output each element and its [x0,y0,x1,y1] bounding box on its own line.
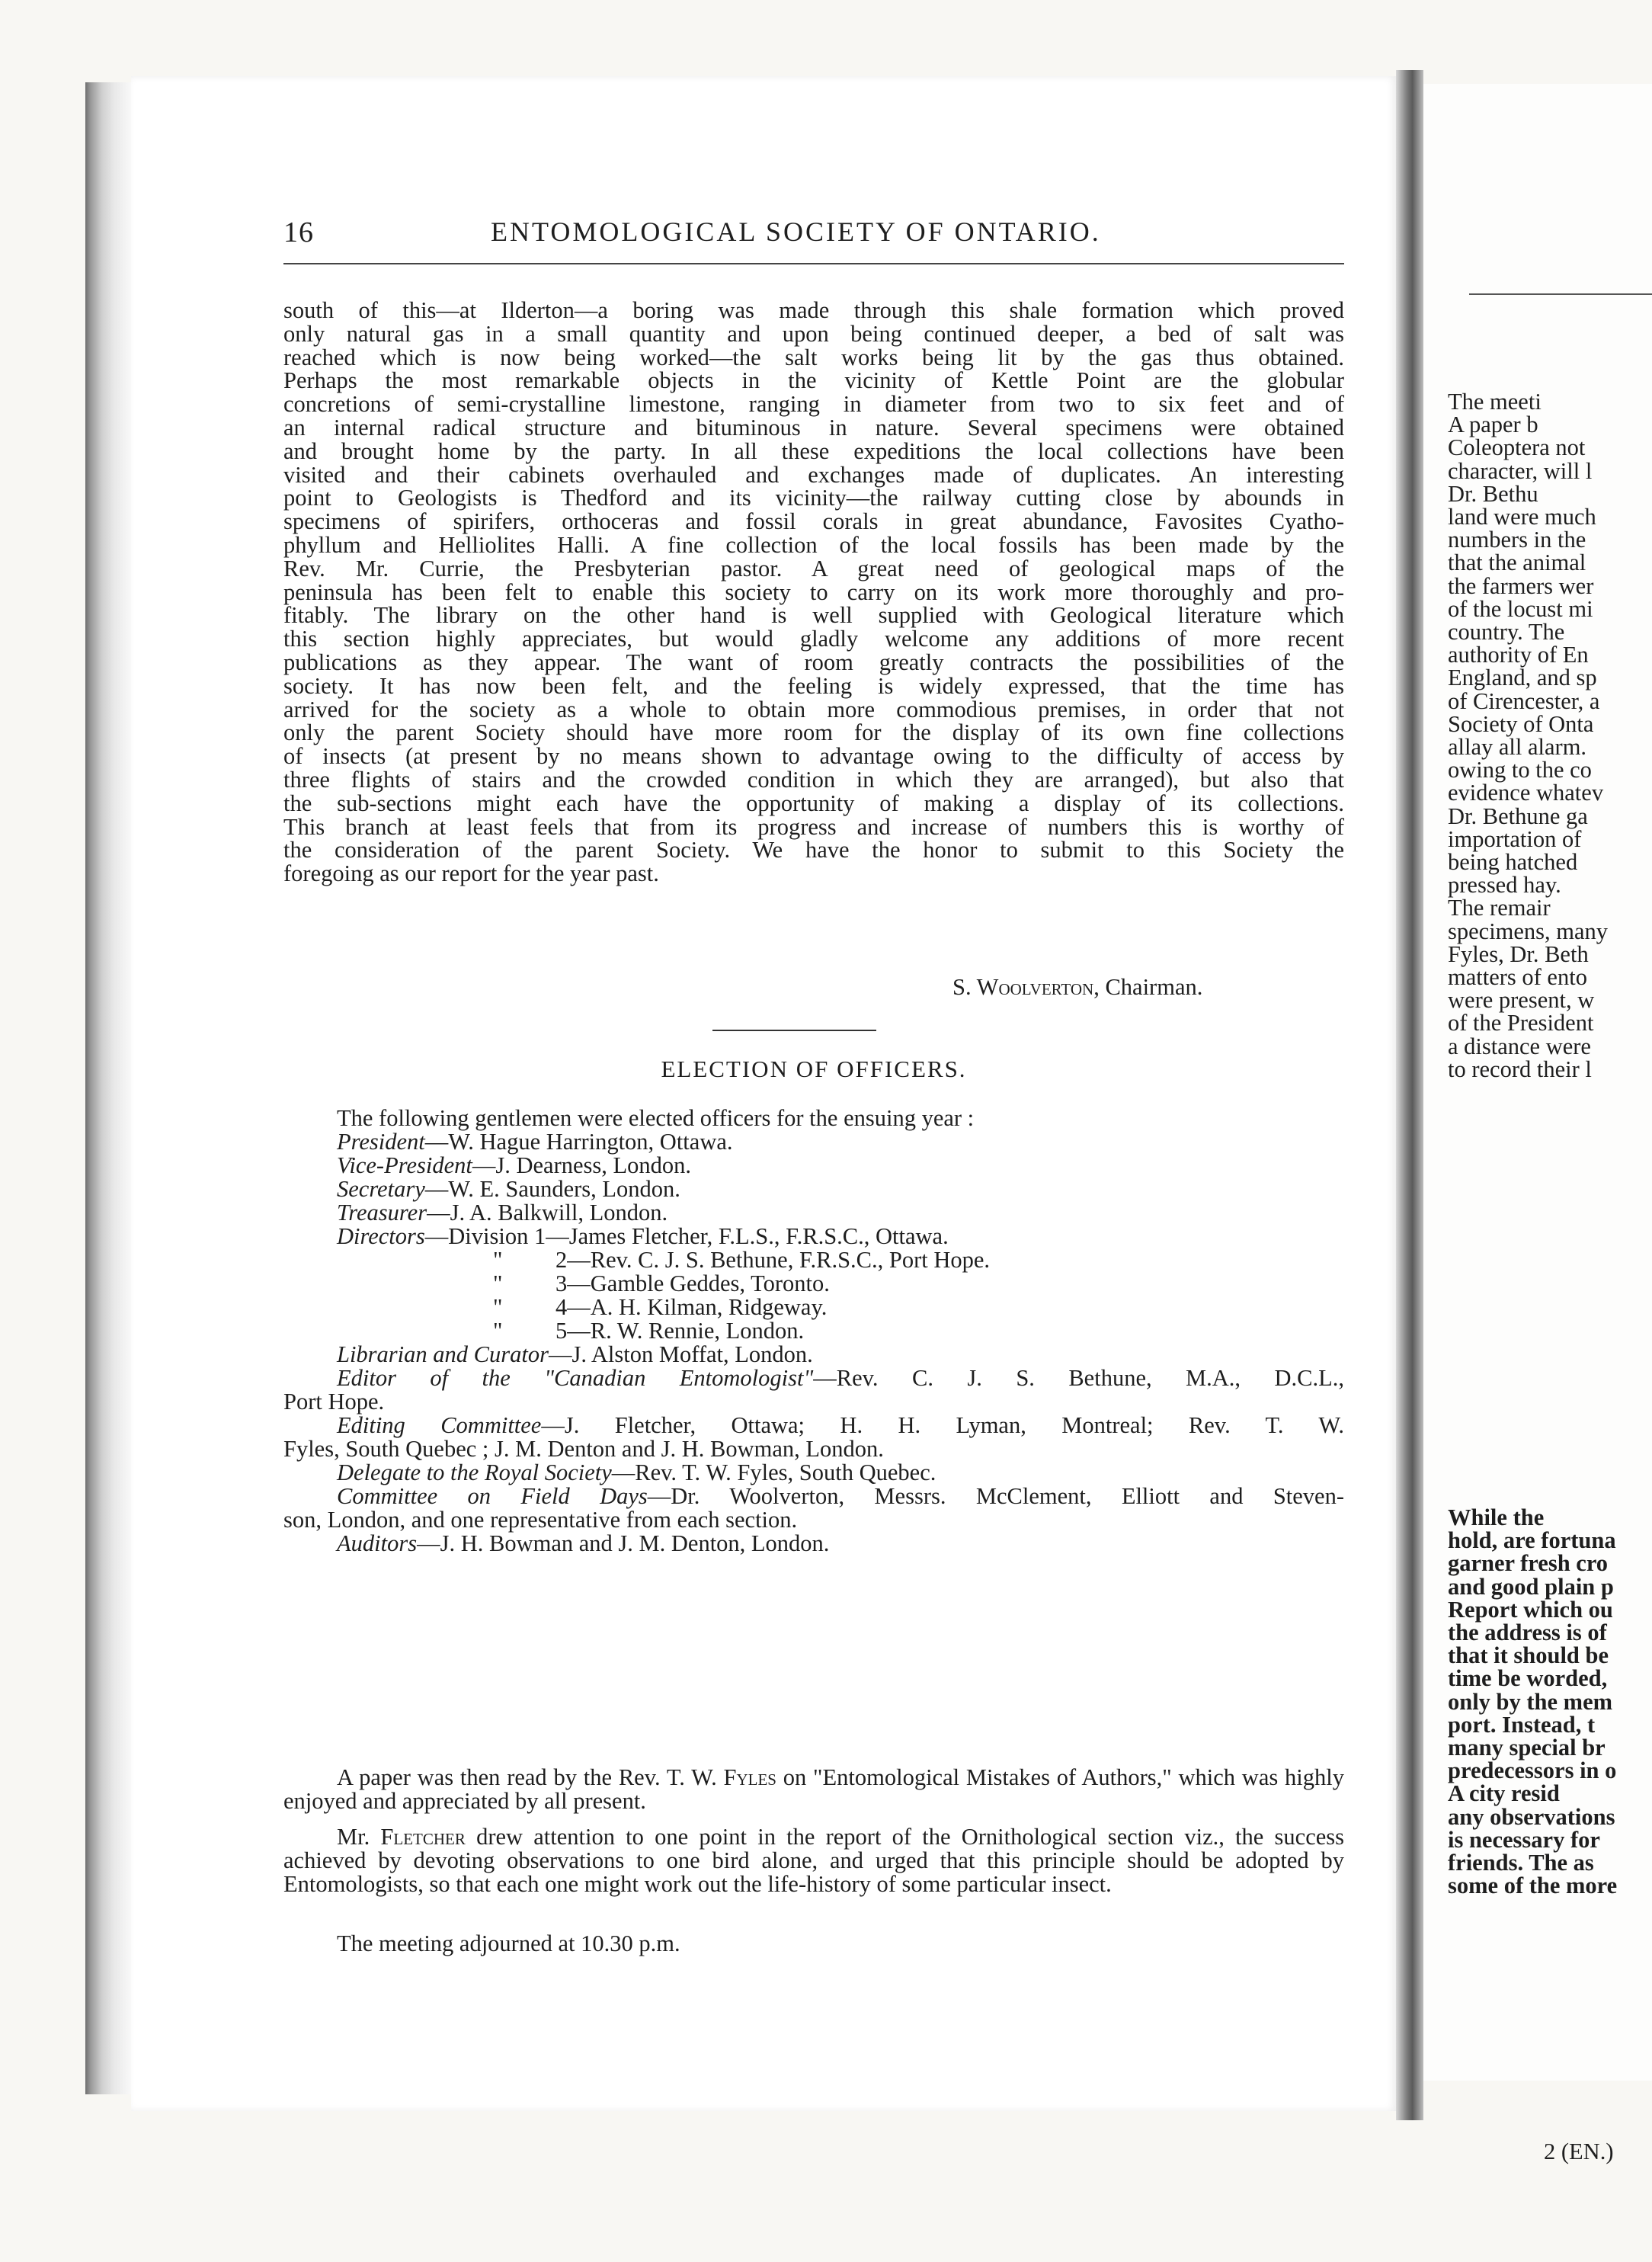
fyles-paragraph: A paper was then read by the Rev. T. W. Fyles on "Entomological Mistakes of Authors," which was highly enjoyed and appreciated by all present. [283,1764,1344,1814]
officer-directors [283,1225,1344,1248]
role-label: Editor of the [337,1365,545,1391]
running-head [283,216,1350,252]
right-page-line: Society of Onta [1448,710,1594,737]
director-4 [283,1296,1344,1319]
role-label: Editing Committee [337,1412,542,1438]
role-label: Directors [337,1223,425,1249]
ditto-mark: " [493,1247,503,1273]
role-holder: —W. Hague Harrington, Ottawa. [424,1129,733,1155]
right-page-line: The meeti [1448,390,1542,415]
fletcher-paragraph: Mr. Fletcher drew attention to one point in the report of the Ornithological section viz., the success achieved by devoting observations to one bird alone, and urged that this principle should be adopted by Entomologists, so that each one might work out the life-history of some particular insect. [283,1824,1345,1897]
role-holder: —Rev. T. W. Fyles, South Quebec. [611,1459,936,1485]
role-label: President [337,1129,425,1155]
report-line: Perhaps the most remarkable objects in the vicinity of Kettle Point are the globular [283,367,1344,394]
right-page-line: being hatched [1448,849,1578,876]
right-page-line: The remair [1448,895,1551,921]
report-line: publications as they appear. The want of room greatly contracts the possibilities of the [283,649,1344,675]
right-page-line: predecessors in o [1448,1757,1617,1784]
right-page-line: garner fresh cro [1448,1550,1609,1577]
journal-name: "Canadian Entomologist" [544,1365,814,1391]
right-page-line: only by the mem [1448,1688,1613,1715]
ditto-mark: " [493,1294,503,1320]
report-line: south of this—at Ilderton—a boring was made through this shale formation which proved [283,297,1344,323]
right-page-line: port. Instead, t [1448,1711,1596,1738]
director-2 [283,1248,1344,1272]
report-line: the sub-sections might each have the opportunity of making a display of its collections. [283,790,1344,816]
report-line: specimens of spirifers, orthoceras and fossil corals in great abundance, Favosites Cyatho- [283,508,1344,535]
report-line: arrived for the society as a whole to obtain more commodious premises, in order that not [283,696,1344,722]
right-page-line: character, will l [1448,457,1593,484]
section-divider [712,1030,876,1031]
report-line: peninsula has been felt to enable this society to carry on its work more thoroughly and pro- [283,578,1344,605]
role-holder: —J. H. Bowman and J. M. Denton, London. [417,1530,830,1556]
right-page-line: numbers in the [1448,527,1586,553]
page-number: 16 [283,216,314,248]
right-page-line: matters of ento [1448,964,1587,991]
right-page-line: authority of En [1448,642,1589,668]
right-page-line: some of the more [1448,1873,1618,1898]
report-line: an internal radical structure and bituminous in nature. Several specimens were obtained [283,414,1344,441]
right-page-line: pressed hay. [1448,872,1561,899]
ditto-mark: " [493,1270,503,1296]
right-page-line: of the locust mi [1448,595,1593,622]
right-page-line: Report which ou [1448,1596,1613,1623]
role-label: Auditors [337,1530,418,1556]
officer-editor [283,1366,1344,1390]
right-page-line: A city resid [1448,1780,1560,1807]
report-line: point to Geologists is Thedford and its vicinity—the railway cutting close by abounds in [283,485,1344,511]
report-line: phyllum and Helliolites Halli. A fine collection of the local fossils has been made by the [283,531,1344,558]
report-line: society. It has now been felt, and the feeling is widely expressed, that the time has [283,672,1344,699]
right-page-text-top [1448,390,1652,1081]
role-holder: 3—Gamble Geddes, Toronto. [555,1270,830,1296]
right-page-line: to record their l [1448,1056,1592,1081]
header-title: ENTOMOLOGICAL SOCIETY OF ONTARIO. [491,216,1101,247]
role-label: Secretary [337,1176,425,1202]
director-3 [283,1272,1344,1296]
report-body [283,299,1344,886]
page-stack-edge [85,82,133,2094]
right-page-line: were present, w [1448,987,1595,1014]
right-page-line: Coleoptera not [1448,434,1586,461]
role-holder: 4—A. H. Kilman, Ridgeway. [555,1294,828,1320]
right-page-text-bottom [1448,1506,1652,1897]
right-page-line: importation of [1448,825,1582,852]
officer-librarian [283,1343,1344,1366]
right-page-line: the address is of [1448,1620,1607,1646]
report-line: This branch at least feels that from its progress and increase of numbers this is worthy of [283,813,1344,840]
section-title: ELECTION OF OFFICERS. [661,1056,967,1082]
role-holder: —J. Fletcher, Ottawa; H. H. Lyman, Montreal; Rev. T. W. [541,1412,1344,1438]
right-page-line: that it should be [1448,1642,1609,1669]
right-page-line: country. The [1448,619,1565,646]
officer-editor-cont: Port Hope. [283,1389,385,1415]
right-page-line: friends. The as [1448,1850,1594,1876]
report-line: this section highly appreciates, but would gladly welcome any additions of more recent [283,626,1344,652]
report-line: and brought home by the party. In all these expeditions the local collections have been [283,437,1344,464]
signature-mark: 2 (EN.) [1544,2139,1614,2164]
right-page-line: the farmers wer [1448,572,1594,599]
report-line: three flights of stairs and the crowded condition in which they are arranged), but also that [283,766,1344,793]
role-holder: —J. Dearness, London. [472,1152,692,1178]
report-paragraph [283,299,1344,886]
right-page-line: allay all alarm. [1448,734,1587,761]
role-label: Vice-President [337,1152,472,1178]
officer-auditors [283,1532,1344,1556]
officer-editing-committee [283,1414,1344,1437]
role-label: Delegate to the Royal Society [337,1459,612,1485]
officer-vice-president [283,1154,1344,1177]
right-page-line: any observations [1448,1803,1615,1830]
role-holder: —J. A. Balkwill, London. [427,1200,668,1226]
officer-treasurer [283,1201,1344,1225]
report-line: concretions of semi-crystalline limestone, ranging in diameter from two to six feet and of [283,391,1344,418]
right-page-line: and good plain p [1448,1573,1614,1600]
right-page-line: evidence whatev [1448,780,1604,806]
officers-list [283,1107,1344,1556]
book-gutter [1396,70,1423,2120]
right-page-line: Dr. Bethu [1448,480,1538,507]
right-page-line: While the [1448,1506,1545,1530]
role-label: Librarian and Curator [337,1341,549,1367]
report-line: fitably. The library on the other hand is well supplied with Geological literature which [283,602,1344,629]
role-holder: —J. Alston Moffat, London. [548,1341,813,1367]
speaker-name: Fletcher [380,1824,466,1850]
officer-field-days-cont: son, London, and one representative from each section. [283,1507,798,1533]
signature-name: S. Woolverton, [952,974,1100,1000]
right-page-line: is necessary for [1448,1826,1600,1853]
right-page-line: Fyles, Dr. Beth [1448,940,1589,967]
right-page-line: A paper b [1448,412,1538,438]
report-line: foregoing as our report for the year past. [283,860,659,887]
header-rule [283,263,1344,264]
officer-president [283,1130,1344,1154]
role-holder: —Dr. Woolverton, Messrs. McClement, Elliott and Steven- [647,1483,1344,1509]
right-page-line: England, and sp [1448,665,1597,691]
report-line: only natural gas in a small quantity and upon being continued deeper, a bed of salt was [283,320,1344,347]
role-holder: —W. E. Saunders, London. [424,1176,680,1202]
right-page-line: time be worded, [1448,1665,1608,1692]
right-page-line: land were much [1448,504,1596,530]
report-line: visited and their cabinets overhauled and exchanges made of duplicates. An interesting [283,461,1344,488]
right-page-line: of the President [1448,1010,1594,1036]
adjourn-paragraph: The meeting adjourned at 10.30 p.m. [337,1930,680,1956]
report-line: reached which is now being worked—the salt works being lit by the gas thus obtained. [283,344,1344,370]
right-page-rule [1469,293,1652,295]
right-page-line: specimens, many [1448,918,1609,944]
report-line: the consideration of the parent Society. We have the honor to submit to this Society the [283,837,1344,863]
ditto-mark: " [493,1318,503,1344]
right-page-line: hold, are fortuna [1448,1527,1616,1554]
report-line: Rev. Mr. Currie, the Presbyterian pastor. A great need of geological maps of the [283,555,1344,582]
right-page-line: a distance were [1448,1033,1591,1059]
officer-secretary [283,1177,1344,1201]
officers-intro: The following gentlemen were elected officers for the ensuing year : [337,1105,975,1131]
signature [952,974,1202,1001]
role-holder: 5—R. W. Rennie, London. [555,1318,805,1344]
right-page-line: many special br [1448,1735,1606,1761]
right-page-line: of Cirencester, a [1448,687,1600,714]
report-line: only the parent Society should have more room for the display of its own fine collections [283,719,1344,746]
right-page-line: owing to the co [1448,757,1592,783]
director-5 [283,1319,1344,1343]
right-page-line: Dr. Bethune ga [1448,803,1588,829]
role-label: Committee on Field Days [337,1483,648,1509]
report-line: of insects (at present by no means shown to advantage owing to the difficulty of access by [283,743,1344,770]
role-holder: —Division 1—James Fletcher, F.L.S., F.R.S.C., Ottawa. [424,1223,949,1249]
role-label: Treasurer [337,1200,427,1226]
officer-delegate [283,1461,1344,1485]
signature-role: Chairman. [1105,974,1203,1000]
right-page-line: that the animal [1448,549,1586,576]
officer-field-days [283,1485,1344,1508]
role-holder: 2—Rev. C. J. S. Bethune, F.R.S.C., Port Hope. [555,1247,991,1273]
officer-editing-committee-cont: Fyles, South Quebec ; J. M. Denton and J. H. Bowman, London. [283,1436,884,1462]
author-name: Fyles [723,1764,776,1790]
role-holder: —Rev. C. J. S. Bethune, M.A., D.C.L., [813,1365,1344,1391]
